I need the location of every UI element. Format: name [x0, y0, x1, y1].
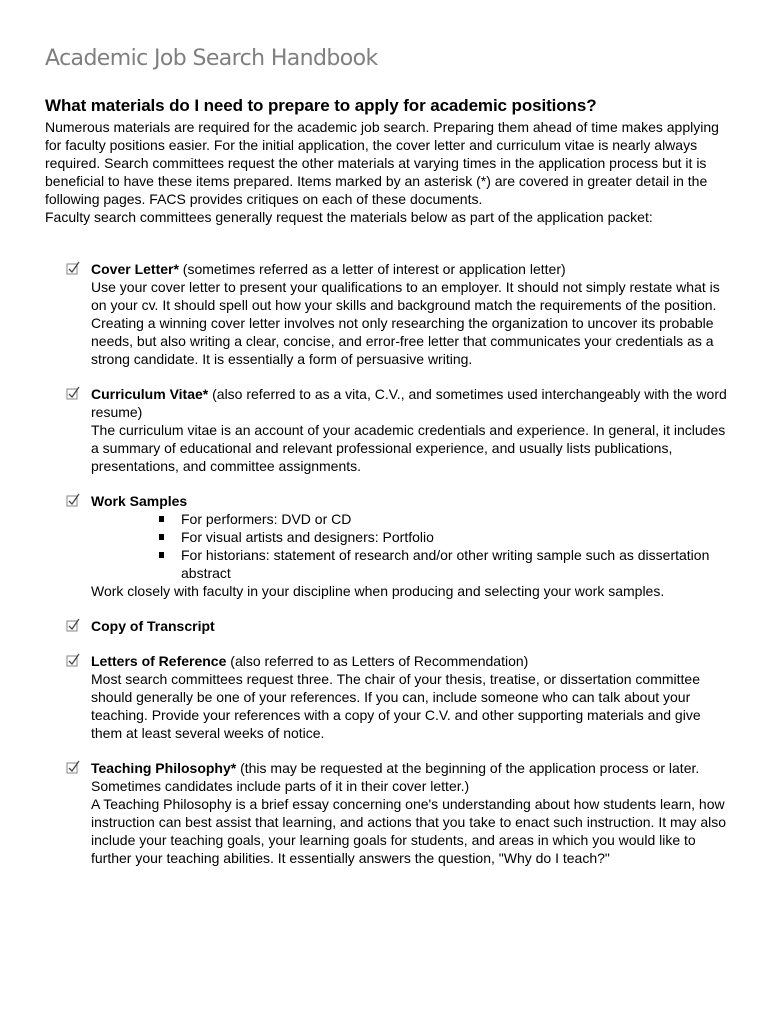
item-note: (sometimes referred as a letter of interest or application letter): [178, 261, 566, 277]
item-title: Copy of Transcript: [91, 618, 215, 634]
item-body: Most search committees request three. The chair of your thesis, treatise, or dissertation committee should generally be one of your references. If you can, include someone who can talk about your teaching. Provide your references with a copy of your C.V. and other supporting materials and give them at least several weeks of notice.: [91, 671, 701, 741]
item-body: Work closely with faculty in your discipline when producing and selecting your work samples.: [91, 583, 665, 599]
checkmark-icon: [66, 386, 81, 401]
square-bullet-icon: [159, 516, 164, 522]
item-body: The curriculum vitae is an account of your academic credentials and experience. In general, it includes a summary of educational and relevant professional experience, and usually lists publications, presentations, and committee assignments.: [91, 422, 726, 474]
list-item-cover-letter: [66, 260, 732, 368]
checkmark-icon: [66, 653, 81, 668]
square-bullet-icon: [159, 534, 164, 540]
list-item: For visual artists and designers: Portfolio: [157, 528, 732, 546]
list-item-letters-of-reference: [66, 652, 732, 742]
document-title: Academic Job Search Handbook: [45, 46, 378, 71]
list-item-transcript: [66, 617, 732, 635]
item-title: Teaching Philosophy*: [91, 760, 237, 776]
list-item-curriculum-vitae: [66, 385, 732, 475]
item-title: Cover Letter*: [91, 261, 179, 277]
checkmark-icon: [66, 760, 81, 775]
checkmark-icon: [66, 261, 81, 276]
item-note: (this may be requested at the beginning of the application process or later. Sometimes candidates include parts of it in their cover letter.): [91, 760, 700, 794]
item-note: (also referred to as Letters of Recommendation): [226, 653, 529, 669]
item-body: A Teaching Philosophy is a brief essay concerning one's understanding about how students learn, how instruction can best assist that learning, and actions that you take to enact such instruction. It may also include your teaching goals, your learning goals for students, and areas in which you would like to further your teaching abilities. It essentially answers the question, "Why do I teach?": [91, 796, 727, 866]
intro-paragraph: Faculty search committees generally request the materials below as part of the application packet:: [45, 209, 653, 225]
item-title: Curriculum Vitae*: [91, 386, 209, 402]
list-item: For performers: DVD or CD: [157, 510, 732, 528]
work-samples-bullets: [91, 510, 732, 582]
checkmark-icon: [66, 493, 81, 508]
item-body: Use your cover letter to present your qualifications to an employer. It should not simply restate what is on your cv. It should spell out how your skills and background match the requirements of the position. Creating a winning cover letter involves not only researching the organization to uncover its probable needs, but also writing a clear, concise, and error-free letter that communicates your credentials as a strong candidate. It is essentially a form of persuasive writing.: [91, 279, 720, 367]
list-item: For historians: statement of research and/or other writing sample such as dissertation abstract: [157, 546, 732, 582]
list-item-teaching-philosophy: [66, 759, 732, 867]
square-bullet-icon: [159, 552, 164, 558]
list-item-work-samples: [66, 492, 732, 600]
intro: [45, 118, 735, 226]
item-note: (also referred to as a vita, C.V., and sometimes used interchangeably with the word resume): [91, 386, 727, 420]
item-title: Work Samples: [91, 493, 188, 509]
intro-paragraph: Numerous materials are required for the academic job search. Preparing them ahead of time makes applying for faculty positions easier. For the initial application, the cover letter and curriculum vitae is nearly always required. Search committees request the other materials at varying times in the application process but it is beneficial to have these items prepared. Items marked by an asterisk (*) are covered in greater detail in the following pages. FACS provides critiques on each of these documents.: [45, 119, 719, 207]
checkmark-icon: [66, 618, 81, 633]
item-title: Letters of Reference: [91, 653, 227, 669]
materials-list: [66, 260, 732, 884]
section-heading: What materials do I need to prepare to apply for academic positions?: [45, 96, 597, 115]
